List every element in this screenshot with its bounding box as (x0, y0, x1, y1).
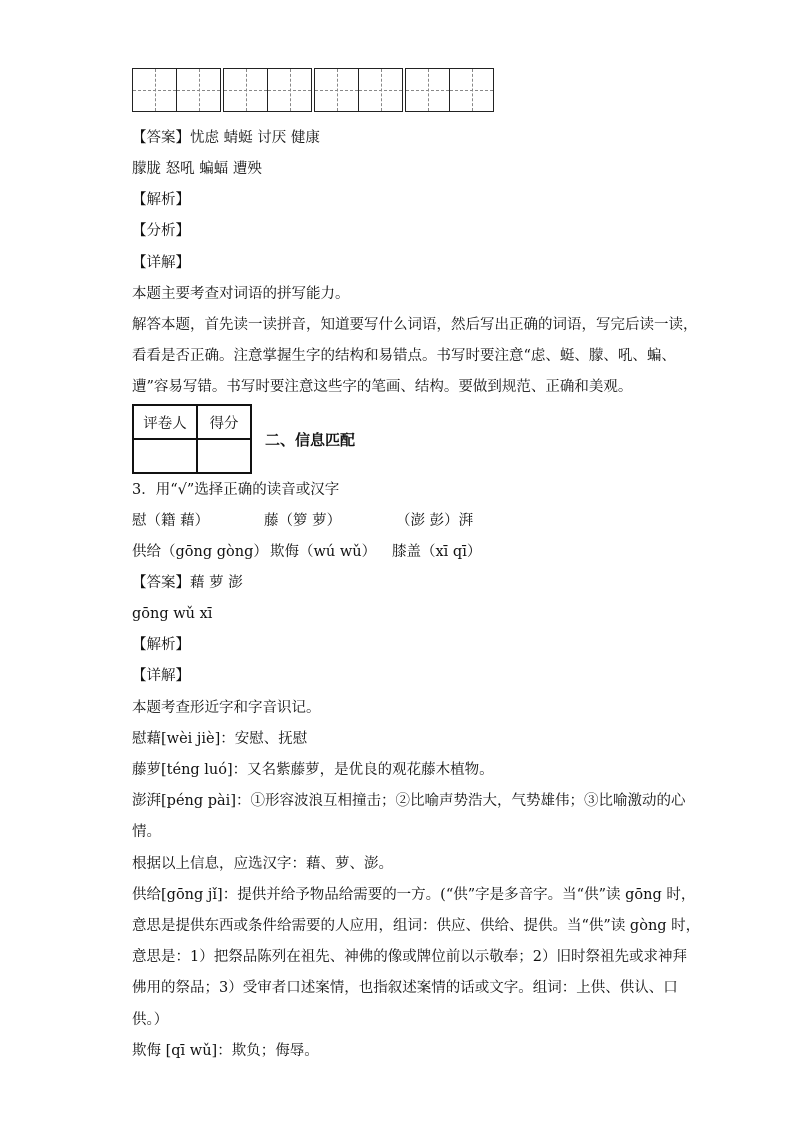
grid-cell (314, 68, 359, 112)
analysis-3-p6-line-2: 意思是提供东西或条件给需要的人应用，组词：供应、供给、提供。当“供”读 gòng 时， (132, 918, 701, 934)
grid-cell (405, 68, 450, 112)
answer-1-line-1: 【答案】忧虑 蜻蜓 讨厌 健康 (132, 130, 320, 146)
analysis-3-p5: 根据以上信息，应选汉字：藉、萝、澎。 (132, 856, 393, 872)
analysis-1-jiexi: 【解析】 (132, 192, 190, 208)
option-xigai: 膝盖（xī qī） (392, 544, 482, 560)
analysis-3-p6-line-3: 意思是：1）把祭品陈列在祖先、神佛的像或牌位前以示敬奉；2）旧时祭祖先或求神拜 (132, 949, 687, 965)
analysis-3-p4-line-2: 情。 (132, 824, 161, 840)
grid-cell (359, 68, 403, 112)
option-qiwu: 欺侮（wú wǔ） (270, 544, 377, 560)
analysis-3-xiangjie: 【详解】 (132, 668, 190, 684)
grid-group-4 (405, 68, 494, 112)
grid-group-2 (223, 68, 312, 112)
question-3-row-2 (132, 542, 481, 562)
grid-cell (177, 68, 221, 112)
score-table (132, 404, 252, 474)
score-cell-score (197, 439, 251, 473)
grid-group-1 (132, 68, 221, 112)
score-header-grader: 评卷人 (133, 405, 197, 439)
analysis-1-p2-line-2: 看看是否正确。注意掌握生字的结构和易错点。书写时要注意“虑、蜓、朦、吼、蝙、 (132, 348, 676, 364)
question-3-stem: 3．用“√”选择正确的读音或汉字 (132, 482, 340, 498)
analysis-1-xiangjie: 【详解】 (132, 255, 190, 271)
question-3-row-1 (132, 511, 473, 531)
answer-3-line-1: 【答案】藉 萝 澎 (132, 575, 243, 591)
analysis-1-fenxi: 【分析】 (132, 223, 190, 239)
analysis-3-p1: 本题考查形近字和字音识记。 (132, 700, 321, 716)
option-tengluo: 藤（箩 萝） (264, 513, 342, 529)
analysis-3-p7: 欺侮 [qī wǔ]：欺负；侮辱。 (132, 1043, 319, 1059)
grid-cell (223, 68, 268, 112)
grid-cell (132, 68, 177, 112)
grid-cell (450, 68, 494, 112)
score-cell-grader (133, 439, 197, 473)
answer-3-line-2: gōng wǔ xī (132, 606, 213, 622)
analysis-3-p6-line-5: 供。） (132, 1012, 169, 1028)
analysis-3-p6-line-1: 供给[gōng jǐ]：提供并给予物品给需要的一方。(“供”字是多音字。当“供”读 gōng 时， (132, 887, 696, 903)
section-title: 二、信息匹配 (265, 431, 356, 449)
answer-1-line-2: 朦胧 怒吼 蝙蝠 遭殃 (132, 161, 262, 177)
option-weijie: 慰（籍 藉） (132, 513, 210, 529)
writing-grid (132, 68, 494, 112)
analysis-1-p2-line-1: 解答本题，首先读一读拼音，知道要写什么词语，然后写出正确的词语，写完后读一读， (132, 317, 698, 333)
analysis-1-p1: 本题主要考查对词语的拼写能力。 (132, 286, 350, 302)
score-header-score: 得分 (197, 405, 251, 439)
grid-cell (268, 68, 312, 112)
analysis-3-jiexi: 【解析】 (132, 637, 190, 653)
analysis-3-p3: 藤萝[téng luó]：又名紫藤萝，是优良的观花藤木植物。 (132, 762, 494, 778)
analysis-3-p4-line-1: 澎湃[péng pài]：①形容波浪互相撞击；②比喻声势浩大，气势雄伟；③比喻激动的心 (132, 793, 686, 809)
option-gongji: 供给（gōng gòng） (132, 544, 268, 560)
option-pengpai: （澎 彭）湃 (396, 513, 474, 529)
analysis-3-p2: 慰藉[wèi jiè]：安慰、抚慰 (132, 731, 308, 747)
analysis-1-p2-line-3: 遭”容易写错。书写时要注意这些字的笔画、结构。要做到规范、正确和美观。 (132, 379, 633, 395)
analysis-3-p6-line-4: 佛用的祭品；3）受审者口述案情，也指叙述案情的话或文字。组词：上供、供认、口 (132, 980, 678, 996)
grid-group-3 (314, 68, 403, 112)
